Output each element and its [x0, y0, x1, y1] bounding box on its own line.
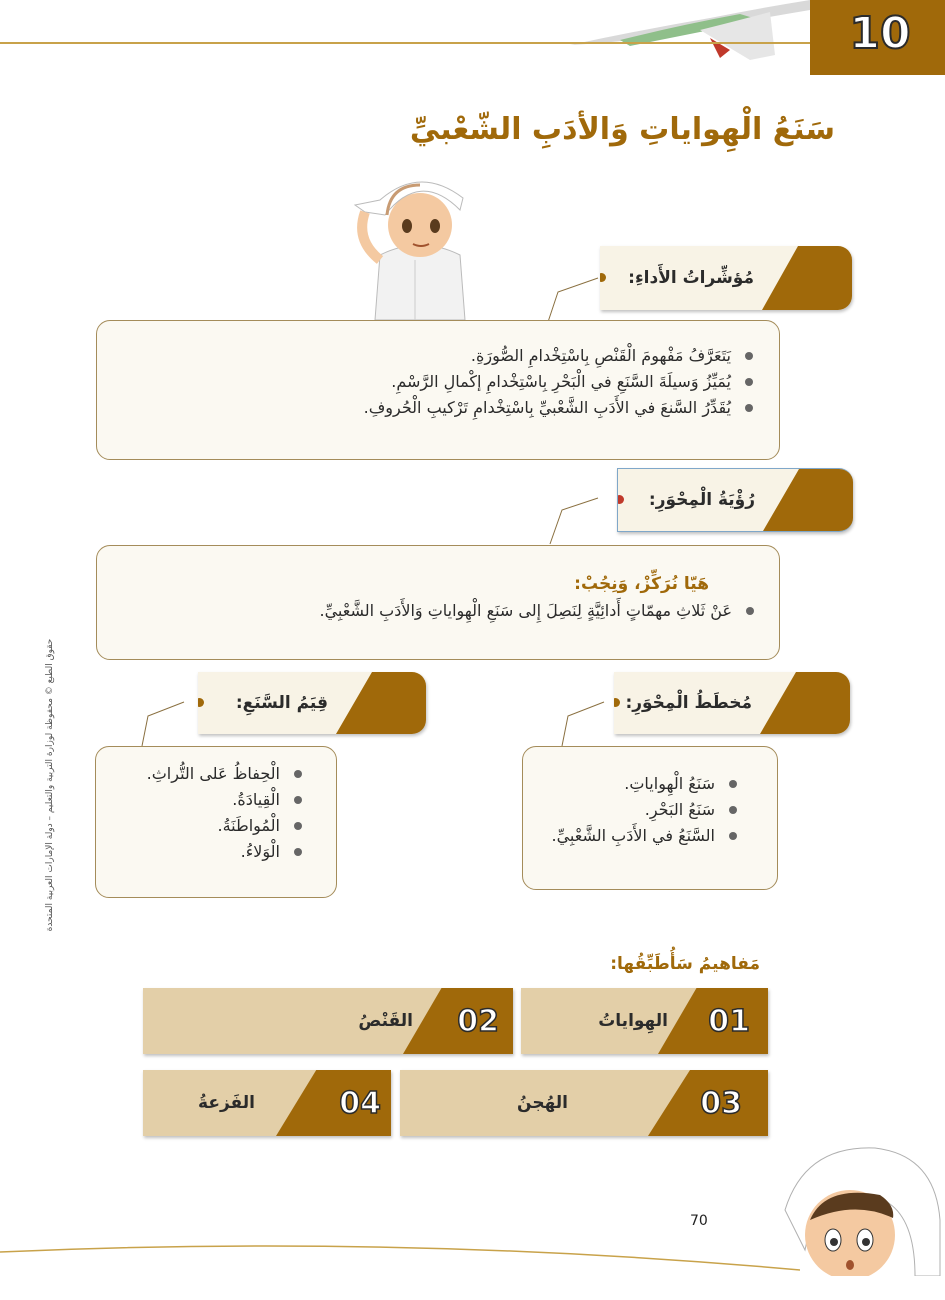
connector-line	[550, 698, 610, 748]
vision-box	[96, 545, 780, 660]
page-title: سَنَعُ الْهِواياتِ وَالأدَبِ الشّعْبيِّ	[409, 112, 835, 147]
list-item: يُمَيِّزُ وَسيلَةَ السَّنَعِ في الْبَحْرِ بِاسْتِخْدامِ إكْمالِ الرَّسْمِ.	[117, 369, 753, 395]
boy-illustration	[345, 160, 495, 320]
unit-number: 10	[849, 8, 911, 59]
concept-text: الفَزعةُ	[198, 1093, 255, 1113]
concept-text: الهُجنُ	[517, 1093, 568, 1113]
concept-card-01	[521, 988, 768, 1054]
list-item: الْمُواطَنَةُ.	[106, 813, 302, 839]
values-label-text: قِيَمُ السَّنَعِ:	[235, 693, 328, 713]
list-item: الْقِيادَةُ.	[106, 787, 302, 813]
list-item: عَنْ ثَلاثِ مهمّاتٍ أَدائِيَّةٍ لِنَصِلَ إِلى سَنَعِ الْهِواياتِ وَالأَدَبِ الشَّعْبِيِّ.	[117, 598, 754, 624]
outline-box	[522, 746, 778, 890]
boy-face-illustration	[765, 1140, 945, 1276]
concept-card-03	[400, 1070, 768, 1136]
concept-number: 01	[708, 1003, 750, 1039]
list-item: سَنَعُ البَحْرِ.	[543, 797, 737, 823]
indicators-box	[96, 320, 780, 460]
concept-text: الهِواياتُ	[598, 1011, 668, 1031]
outline-label	[614, 672, 850, 734]
list-item: يَتَعَرَّفُ مَفْهومَ الْقَنْصِ بِاسْتِخْدامِ الصُّورَةِ.	[117, 343, 753, 369]
connector-line	[540, 492, 610, 552]
concept-number: 03	[700, 1085, 742, 1121]
values-box	[95, 746, 337, 898]
concept-number: 04	[339, 1085, 381, 1121]
header-line	[0, 42, 810, 44]
concept-card-04	[143, 1070, 391, 1136]
values-label	[198, 672, 426, 734]
page-number: 70	[690, 1213, 708, 1229]
indicators-label	[600, 246, 852, 310]
vision-heading: هَيّا نُرَكِّزْ، وَنِجُبْ:	[574, 574, 709, 594]
list-item: الْحِفاظُ عَلى التُّراثِ.	[106, 761, 302, 787]
concept-text: القَنْصُ	[358, 1011, 413, 1031]
outline-label-text: مُخطَطُ الْمِحْوَرِ:	[625, 693, 752, 713]
connector-line	[130, 698, 190, 748]
copyright-note: حقوق الطبع © محفوظة لوزارة التربية والتعليم – دولة الإمارات العربية المتحدة	[45, 638, 55, 932]
list-item: السَّنَعُ في الأَدَبِ الشَّعْبِيِّ.	[543, 823, 737, 849]
indicators-label-text: مُؤشِّراتُ الأَداءِ:	[628, 268, 754, 288]
vision-label	[617, 468, 853, 532]
list-item: يُقَدِّرُ السَّنعَ في الأَدَبِ الشَّعْبيِّ بِاسْتِخْدامِ تَرْكيبِ الْحُروفِ.	[117, 395, 753, 421]
flag-ribbon-decoration	[560, 0, 810, 60]
bottom-curve-line	[0, 1240, 800, 1300]
list-item: سَنَعُ الْهِواياتِ.	[543, 771, 737, 797]
vision-label-text: رُؤْيَةُ الْمِحْوَرِ:	[648, 490, 755, 510]
concept-number: 02	[457, 1003, 499, 1039]
list-item: الْوَلاءُ.	[106, 839, 302, 865]
concept-card-02	[143, 988, 513, 1054]
concepts-heading: مَفاهيمُ سَأُطَبِّقُها:	[610, 954, 760, 974]
